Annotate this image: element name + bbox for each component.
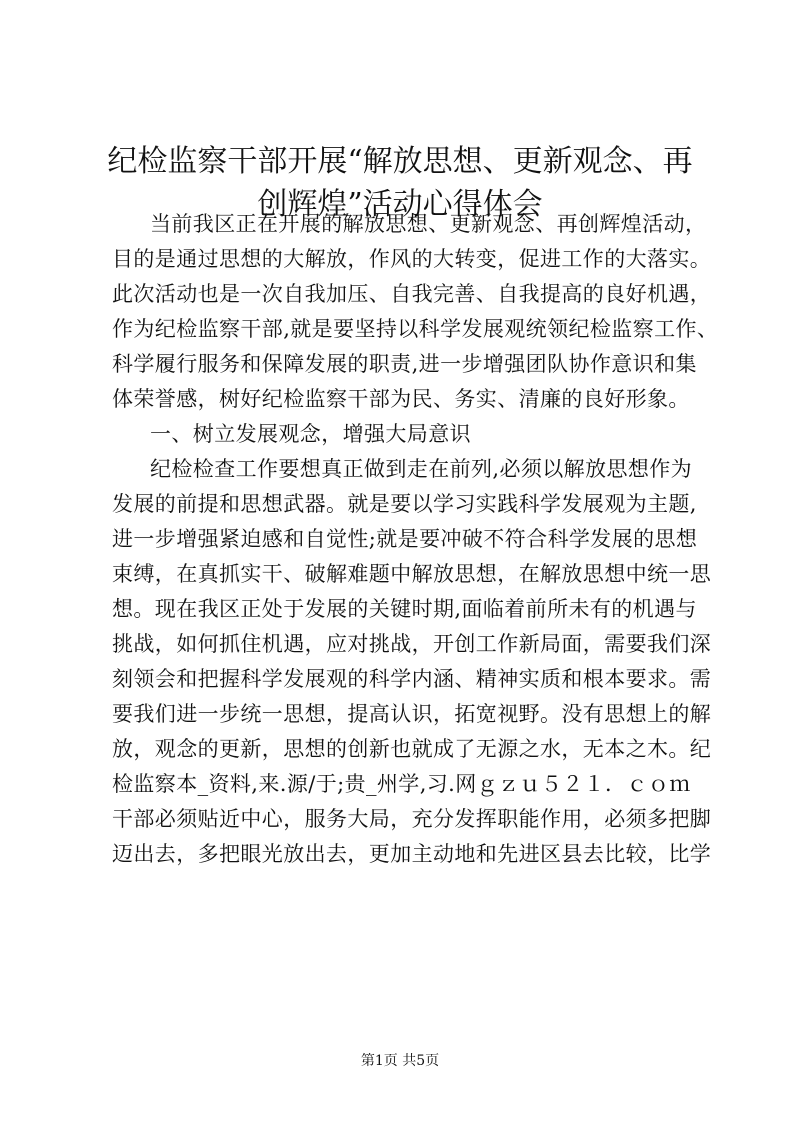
body-line: 束缚，在真抓实干、破解难题中解放思想，在解放思想中统一思 xyxy=(112,562,712,586)
body-line: 体荣誉感，树好纪检监察干部为民、务实、清廉的良好形象。 xyxy=(112,387,690,411)
body-line: 要我们进一步统一思想，提高认识，拓宽视野。没有思想上的解 xyxy=(112,702,712,726)
body-line: 迈出去，多把眼光放出去，更加主动地和先进区县去比较，比学 xyxy=(112,842,712,866)
body-line: 干部必须贴近中心，服务大局，充分发挥职能作用，必须多把脚 xyxy=(112,807,712,831)
body-line: 目的是通过思想的大解放，作风的大转变，促进工作的大落实。 xyxy=(112,247,712,271)
document-title-line-2: 创辉煌”活动心得体会 xyxy=(257,187,543,222)
body-line: 想。现在我区正处于发展的关键时期,面临着前所未有的机遇与 xyxy=(112,597,697,621)
body-line: 科学履行服务和保障发展的职责,进一步增强团队协作意识和集 xyxy=(112,352,697,376)
body-line: 此次活动也是一次自我加压、自我完善、自我提高的良好机遇， xyxy=(112,282,712,306)
document-title-line-1: 纪检监察干部开展“解放思想、更新观念、再 xyxy=(107,144,693,179)
body-line: 刻领会和把握科学发展观的科学内涵、精神实质和根本要求。需 xyxy=(112,667,712,691)
body-line: 挑战，如何抓住机遇，应对挑战，开创工作新局面，需要我们深 xyxy=(112,632,712,656)
page-footer: 第1页 共5页 xyxy=(360,1053,440,1069)
body-line: 当前我区正在开展的解放思想、更新观念、再创辉煌活动， xyxy=(150,212,707,236)
section-heading: 一、树立发展观念，增强大局意识 xyxy=(150,422,471,446)
body-line: 检监察本_资料,来.源/于;贵_州学,习.网ｇｚｕ５２１．ｃｏｍ xyxy=(112,772,691,796)
body-line: 发展的前提和思想武器。就是要以学习实践科学发展观为主题, xyxy=(112,492,697,516)
body-line: 作为纪检监察干部,就是要坚持以科学发展观统领纪检监察工作、 xyxy=(112,317,719,341)
body-line: 进一步增强紧迫感和自觉性;就是要冲破不符合科学发展的思想 xyxy=(112,527,698,551)
body-line: 纪检检查工作要想真正做到走在前列,必须以解放思想作为 xyxy=(150,457,693,481)
body-line: 放，观念的更新，思想的创新也就成了无源之水，无本之木。纪 xyxy=(112,737,712,761)
